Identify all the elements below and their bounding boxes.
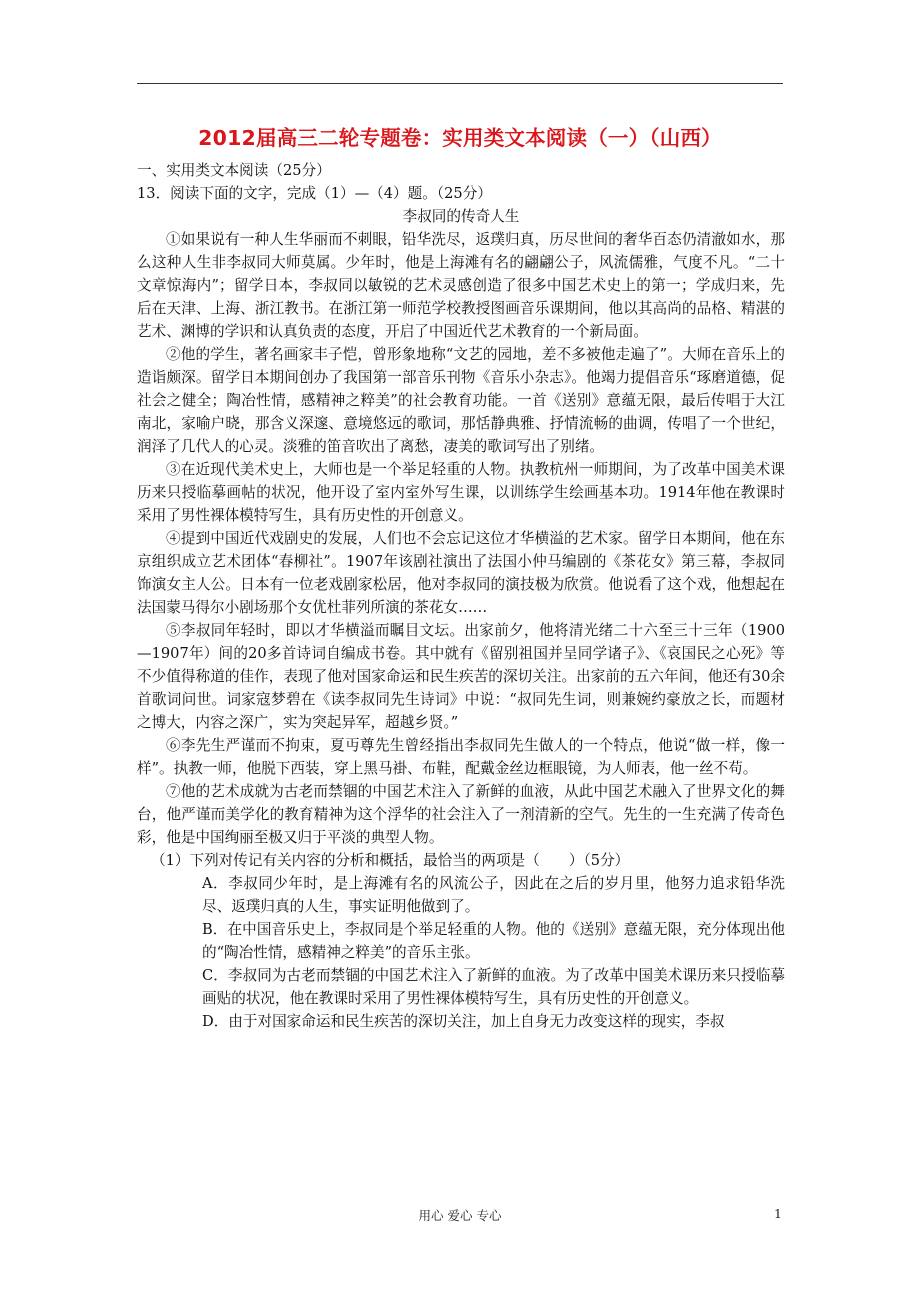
document-body [137,159,785,1033]
article-paragraph-5: ⑤李叔同年轻时，即以才华横溢而瞩目文坛。出家前夕，他将清光绪二十六至三十三年（1900—1907年）间的20多首诗词自编成书卷。其中就有《留别祖国并呈同学诸子》、《哀国民之心死》等不少值得称道的佳作，表现了他对国家命运和民生疾苦的深切关注。出家前的五六年间，他还有30余首歌词问世。词家寇梦碧在《读李叔同先生诗词》中说：“叔同先生词，则兼婉约豪放之长，而题材之博大，内容之深广，实为突起异军，超越乡贤。” [137,622,785,731]
question-stem: （1）下列对传记有关内容的分析和概括，最恰当的两项是（ ）（5分） [151,852,630,869]
page-number: 1 [774,1206,782,1221]
section-heading: 一、实用类文本阅读（25分） [137,162,331,179]
option-c: C．李叔同为古老而禁锢的中国艺术注入了新鲜的血液。为了改革中国美术课历来只授临摹画贴的状况，他在教课时采用了男性裸体模特写生，具有历史性的开创意义。 [202,967,785,1007]
article-paragraph-4: ④提到中国近代戏剧史的发展，人们也不会忘记这位才华横溢的艺术家。留学日本期间，他在东京组织成立艺术团体“春柳社”。1907年该剧社演出了法国小仲马编剧的《茶花女》第三幕，李叔同饰演女主人公。日本有一位老戏剧家松居，他对李叔同的演技极为欣赏。他说看了这个戏，他想起在法国蒙马得尔小剧场那个女优杜菲列所演的茶花女…… [137,530,785,616]
article-paragraph-2: ②他的学生，著名画家丰子恺，曾形象地称“文艺的园地，差不多被他走遍了”。大师在音乐上的造诣颇深。留学日本期间创办了我国第一部音乐刊物《音乐小杂志》。他竭力提倡音乐“琢磨道德，促社会之健全；陶冶性情，感精神之粹美”的社会教育功能。一首《送别》意蕴无限，最后传唱于大江南北，家喻户晓，那含义深邃、意境悠远的歌词，那恬静典雅、抒情流畅的曲调，传唱了一个世纪，润泽了几代人的心灵。淡雅的笛音吹出了离愁，凄美的歌词写出了别绪。 [137,346,785,455]
article-paragraph-7: ⑦他的艺术成就为古老而禁锢的中国艺术注入了新鲜的血液，从此中国艺术融入了世界文化的舞台，他严谨而美学化的教育精神为这个浮华的社会注入了一剂清新的空气。先生的一生充满了传奇色彩，他是中国绚丽至极又归于平淡的典型人物。 [137,783,785,846]
option-d: D．由于对国家命运和民生疾苦的深切关注，加上自身无力改变这样的现实，李叔 [202,1013,725,1030]
header-rule [137,83,783,84]
article-paragraph-3: ③在近现代美术史上，大师也是一个举足轻重的人物。执教杭州一师期间，为了改革中国美术课历来只授临摹画帖的状况，他开设了室内室外写生课，以训练学生绘画基本功。1914年他在教课时采用了男性裸体模特写生，具有历史性的开创意义。 [137,461,785,524]
article-paragraph-6: ⑥李先生严谨而不拘束，夏丏尊先生曾经指出李叔同先生做人的一个特点，他说“做一样，像一样”。执教一师，他脱下西装，穿上黑马褂、布鞋，配戴金丝边框眼镜，为人师表，他一丝不苟。 [137,737,785,777]
question-instruction: 13．阅读下面的文字，完成（1）—（4）题。（25分） [137,185,492,202]
document-title: 2012届高三二轮专题卷：实用类文本阅读（一）（山西） [198,126,722,150]
article-title: 李叔同的传奇人生 [402,208,520,225]
option-b: B．在中国音乐史上，李叔同是个举足轻重的人物。他的《送别》意蕴无限，充分体现出他的“陶冶性情，感精神之粹美”的音乐主张。 [202,921,785,961]
option-a: A．李叔同少年时，是上海滩有名的风流公子，因此在之后的岁月里，他努力追求铅华洗尽、返璞归真的人生，事实证明他做到了。 [202,875,785,915]
footer-motto: 用心 爱心 专心 [418,1208,502,1223]
article-paragraph-1: ①如果说有一种人生华丽而不刺眼，铅华洗尽，返璞归真，历尽世间的奢华百态仍清澈如水，那么这种人生非李叔同大师莫属。少年时，他是上海滩有名的翩翩公子，风流儒雅，气度不凡。“二十文章惊海内”；留学日本，李叔同以敏锐的艺术灵感创造了很多中国艺术史上的第一；学成归来，先后在天津、上海、浙江教书。在浙江第一师范学校教授图画音乐课期间，他以其高尚的品格、精湛的艺术、渊博的学识和认真负责的态度，开启了中国近代艺术教育的一个新局面。 [137,231,785,340]
